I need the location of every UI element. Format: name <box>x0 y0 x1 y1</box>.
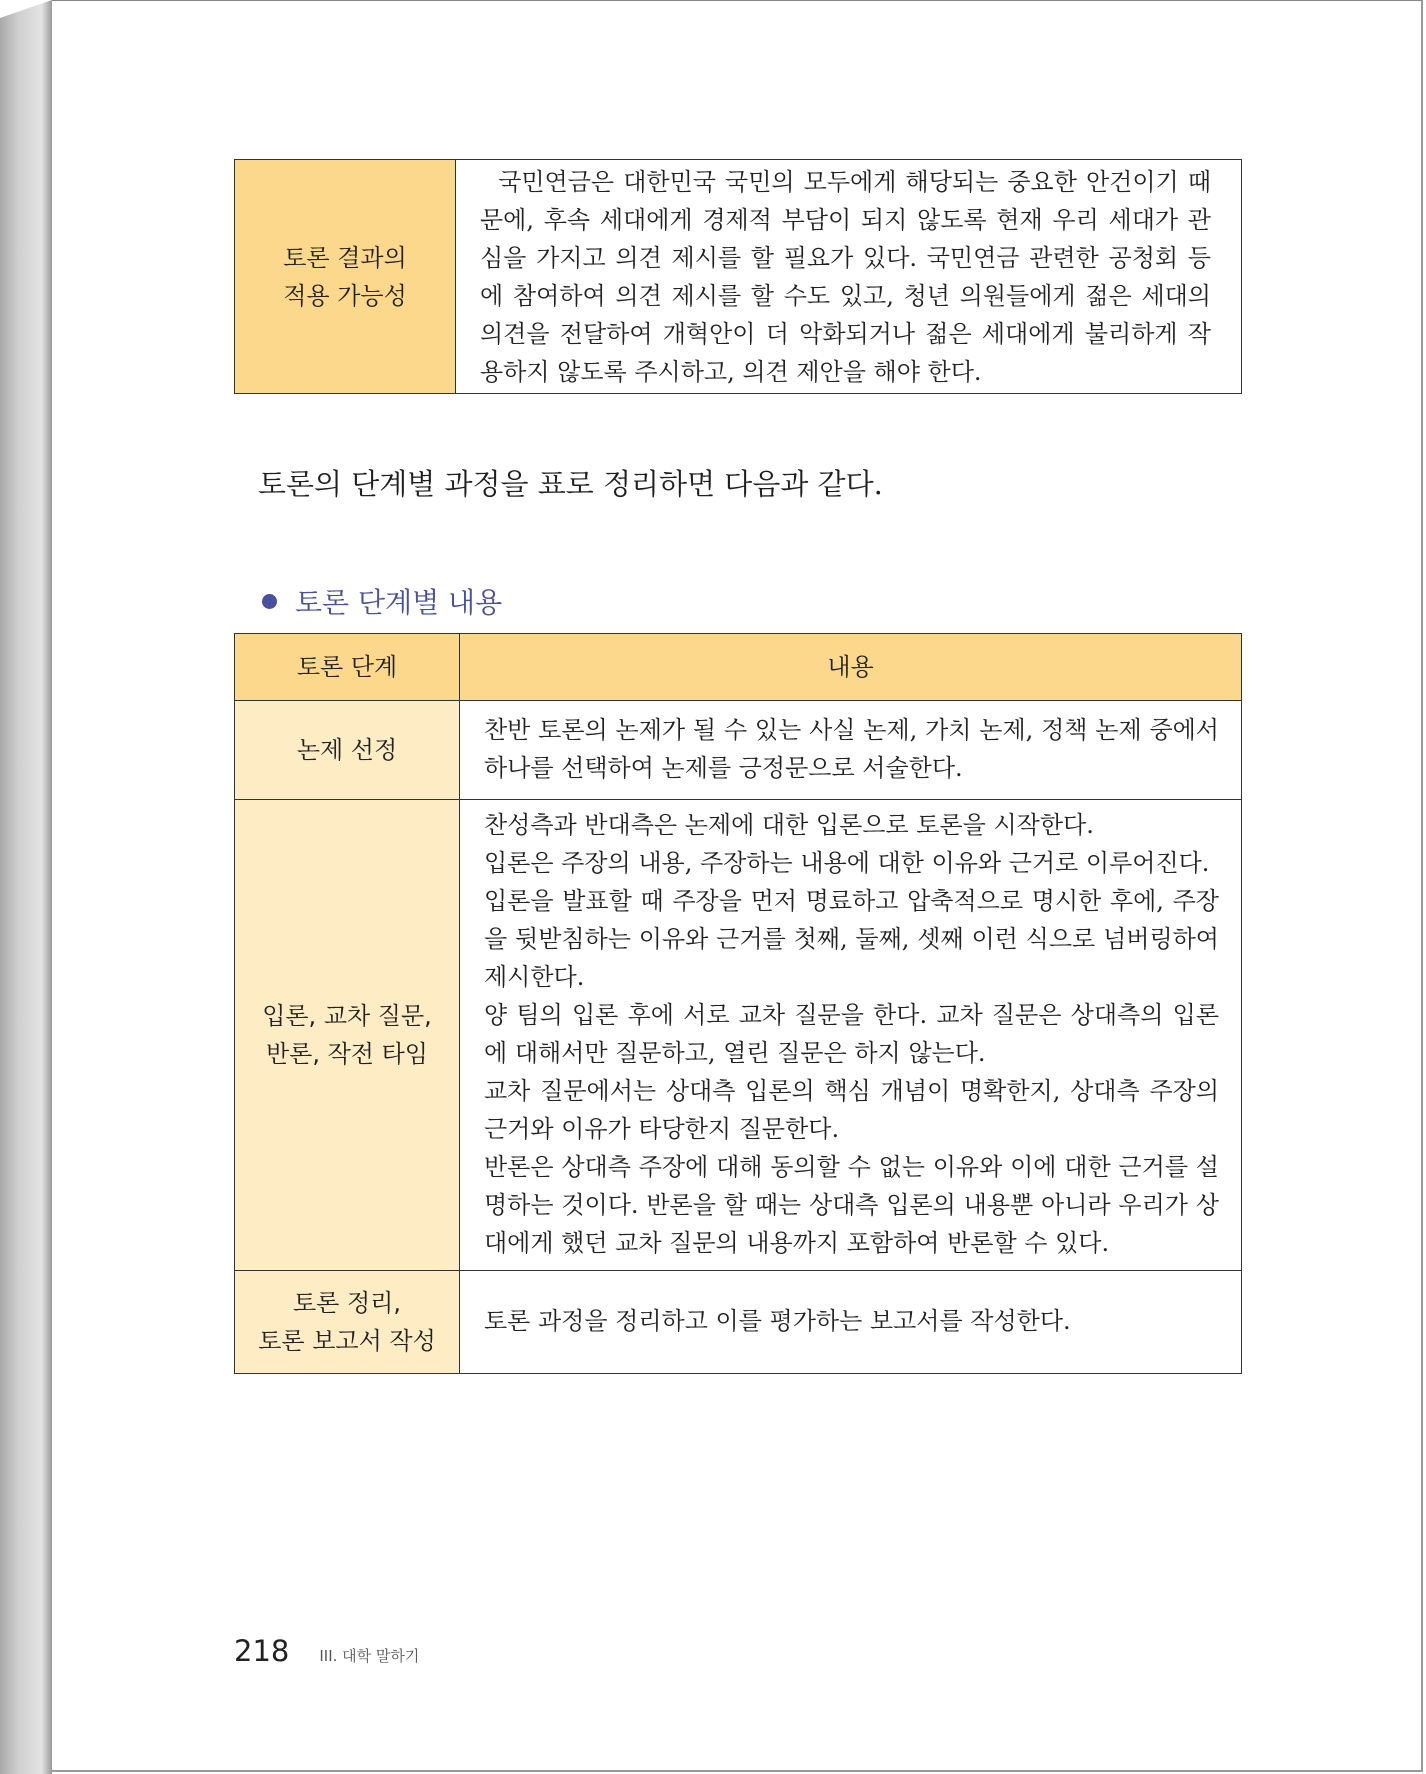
application-table <box>234 159 1242 394</box>
table-row <box>235 701 1242 800</box>
stage-label: 입론, 교차 질문, 반론, 작전 타임 <box>235 800 460 1271</box>
application-text: 국민연금은 대한민국 국민의 모두에게 해당되는 중요한 안건이기 때문에, 후속 세대에게 경제적 부담이 되지 않도록 현재 우리 세대가 관심을 가지고 의견 제시를 할 필요가 있다. 국민연금 관련한 공청회 등에 참여하여 의견 제시를 할 수도 있고, 청년 의원들에게 젊은 세대의 의견을 전달하여 개혁안이 더 악화되거나 젊은 세대에게 불리하게 작용하지 않도록 주시하고, 의견 제안을 해야 한다. <box>456 160 1242 394</box>
bullet-icon <box>262 594 277 609</box>
content-paragraph: 양 팀의 입론 후에 서로 교차 질문을 한다. 교차 질문은 상대측의 입론에 대해서만 질문하고, 열린 질문은 하지 않는다. <box>484 1001 1219 1067</box>
stage-label: 논제 선정 <box>235 701 460 800</box>
stage-content <box>460 800 1242 1271</box>
header-stage: 토론 단계 <box>235 634 460 701</box>
content-paragraph: 교차 질문에서는 상대측 입론의 핵심 개념이 명확한지, 상대측 주장의 근거와 이유가 타당한지 질문한다. <box>484 1077 1219 1143</box>
page-footer <box>234 1634 419 1668</box>
content-paragraph: 반론은 상대측 주장에 대해 동의할 수 없는 이유와 이에 대한 근거를 설명하는 것이다. 반론을 할 때는 상대측 입론의 내용뿐 아니라 우리가 상대에게 했던 교차 질문의 내용까지 포함하여 반론할 수 있다. <box>484 1153 1219 1257</box>
section-title-text: 토론 단계별 내용 <box>295 586 503 619</box>
stage-content <box>460 1271 1242 1374</box>
page-number: 218 <box>234 1634 290 1668</box>
table-row <box>235 800 1242 1271</box>
content-paragraph: 입론을 발표할 때 주장을 먼저 명료하고 압축적으로 명시한 후에, 주장을 뒷받침하는 이유와 근거를 첫째, 둘째, 셋째 이런 식으로 넘버링하여 제시한다. <box>484 887 1219 991</box>
intro-sentence: 토론의 단계별 과정을 표로 정리하면 다음과 같다. <box>258 467 883 501</box>
content-paragraph: 입론은 주장의 내용, 주장하는 내용에 대한 이유와 근거로 이루어진다. <box>484 849 1210 877</box>
application-label <box>235 160 456 394</box>
book-spine <box>0 0 52 1774</box>
content-paragraph: 찬성측과 반대측은 논제에 대한 입론으로 토론을 시작한다. <box>484 811 1094 839</box>
content-paragraph: 찬반 토론의 논제가 될 수 있는 사실 논제, 가치 논제, 정책 논제 중에서 하나를 선택하여 논제를 긍정문으로 서술한다. <box>484 716 1219 782</box>
debate-steps-table <box>234 633 1242 1374</box>
table-row <box>235 1271 1242 1374</box>
running-head: III. 대학 말하기 <box>319 1647 420 1665</box>
content-paragraph: 토론 과정을 정리하고 이를 평가하는 보고서를 작성한다. <box>484 1307 1071 1335</box>
table-header-row <box>235 634 1242 701</box>
header-content: 내용 <box>460 634 1242 701</box>
application-label-text: 토론 결과의 적용 가능성 <box>283 243 407 310</box>
stage-label: 토론 정리, 토론 보고서 작성 <box>235 1271 460 1374</box>
stage-content <box>460 701 1242 800</box>
application-row <box>235 160 1242 394</box>
section-title <box>262 581 502 621</box>
